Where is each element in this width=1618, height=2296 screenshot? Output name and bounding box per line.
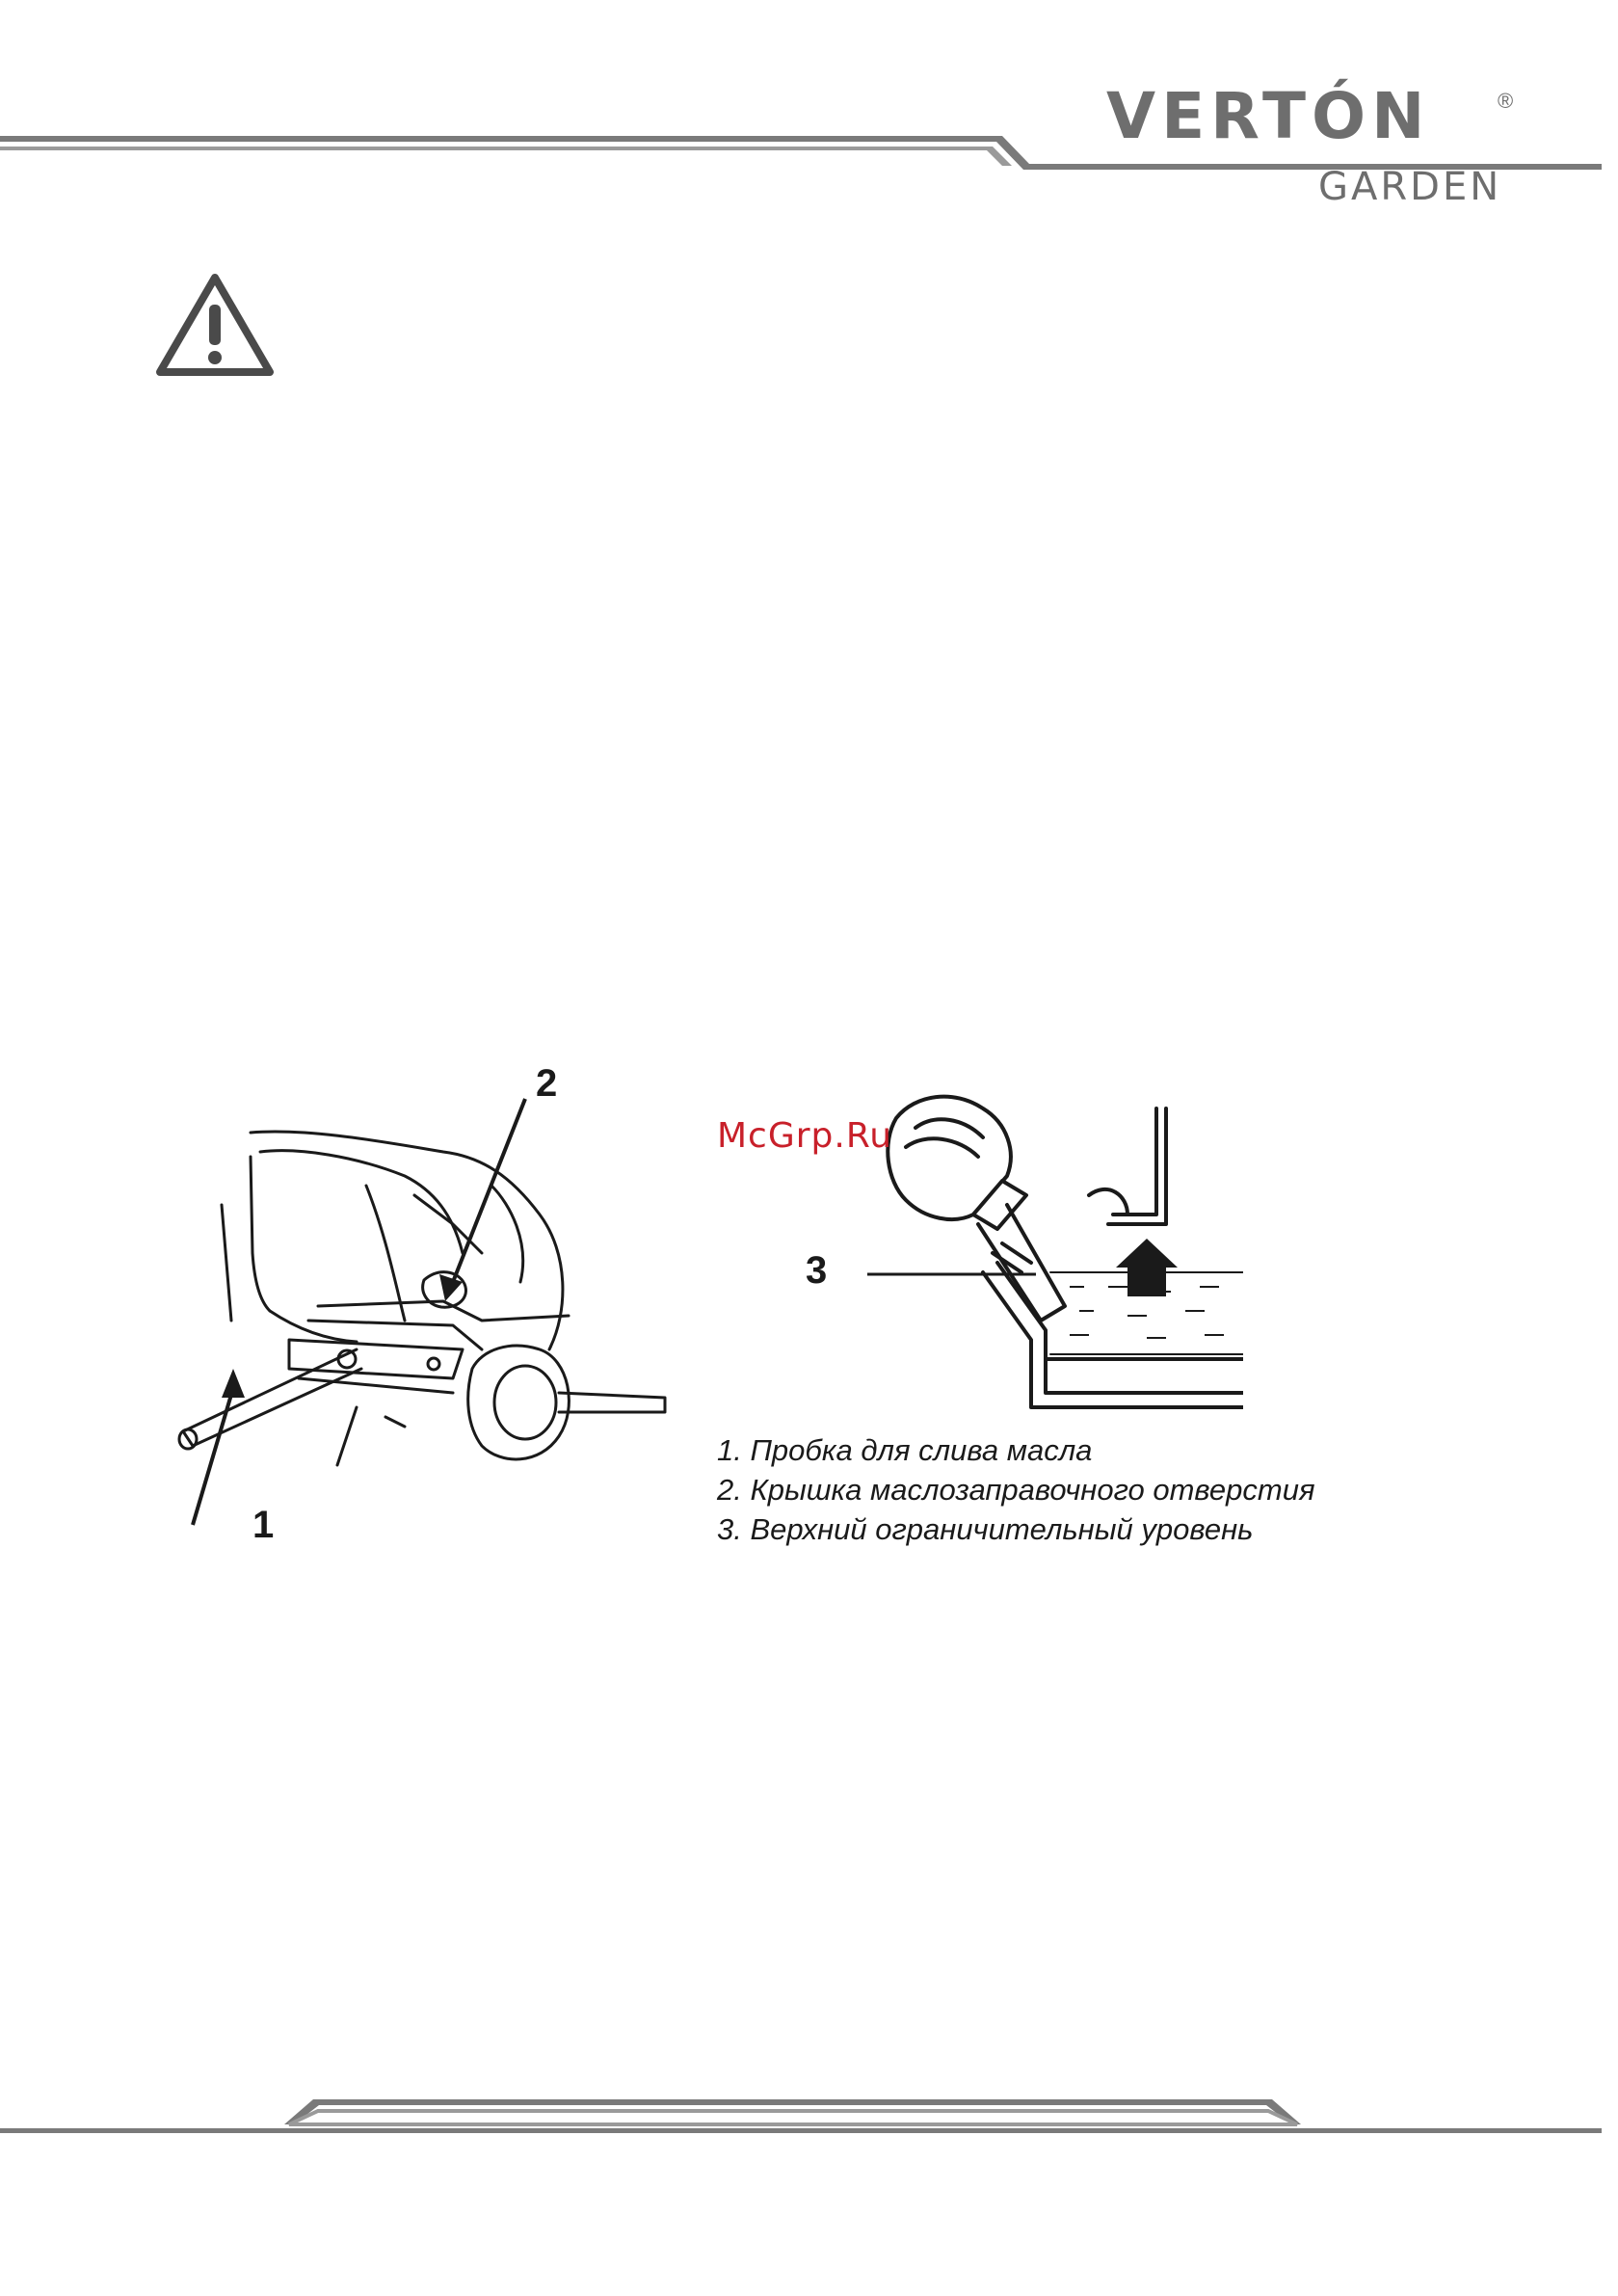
engine-illustration xyxy=(164,1060,684,1562)
footer-rule xyxy=(0,2092,1618,2149)
caption-item-3: 3. Верхний ограничительный уровень xyxy=(717,1512,1254,1546)
callout-3-label: 3 xyxy=(806,1249,828,1292)
oil-level-illustration xyxy=(838,1080,1243,1427)
watermark: McGrp.Ru xyxy=(717,1116,893,1156)
brand-sub: GARDEN xyxy=(1318,165,1502,209)
callout-2-label: 2 xyxy=(536,1062,558,1105)
caption-item-2: 2. Крышка маслозаправочного отверстия xyxy=(717,1473,1315,1507)
brand-logo xyxy=(1106,79,1514,209)
brand-name: VERTÓN xyxy=(1106,79,1431,153)
registered-mark: ® xyxy=(1498,89,1514,113)
figure-caption xyxy=(717,1430,1315,1549)
caption-item-1: 1. Пробка для слива масла xyxy=(717,1433,1093,1467)
callout-2-leader xyxy=(453,1099,525,1282)
callout-1-leader xyxy=(193,1388,233,1525)
warning-triangle-icon xyxy=(154,272,276,378)
callout-1-label: 1 xyxy=(252,1504,275,1546)
